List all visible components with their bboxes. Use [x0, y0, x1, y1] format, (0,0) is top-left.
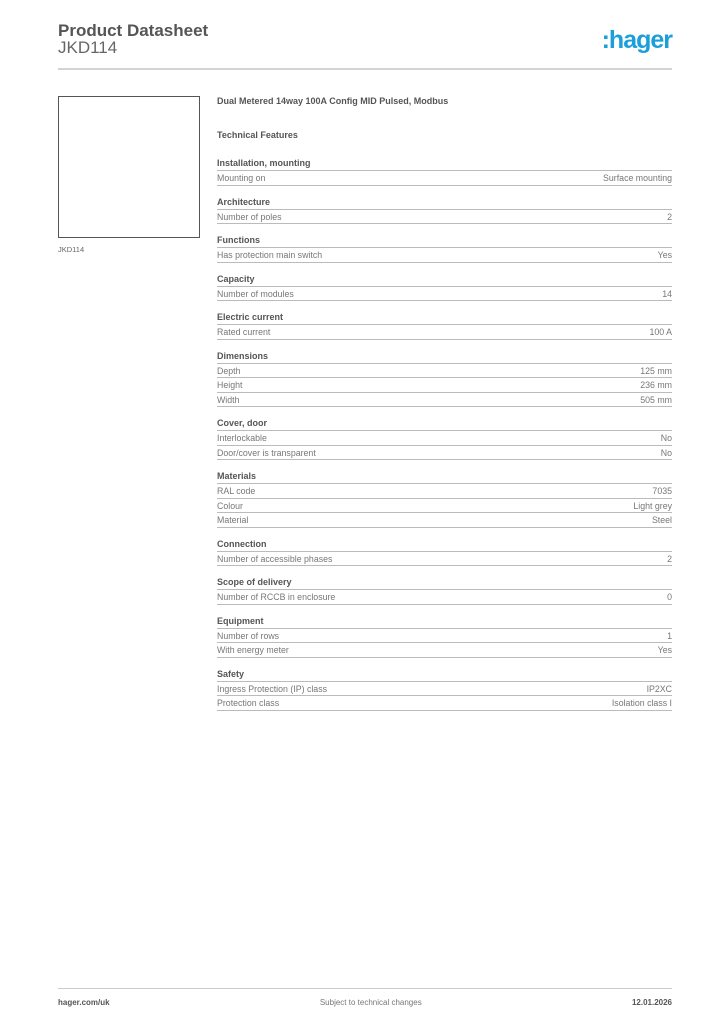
- header-divider: [58, 68, 672, 70]
- main-content: [217, 96, 672, 721]
- feature-value: 505 mm: [640, 394, 672, 405]
- section-heading: Materials: [217, 470, 672, 484]
- section-heading: Architecture: [217, 196, 672, 210]
- feature-row: [217, 287, 672, 302]
- feature-label: Has protection main switch: [217, 250, 323, 260]
- product-image: [58, 96, 200, 238]
- feature-value: Surface mounting: [603, 173, 672, 183]
- feature-value: 236 mm: [640, 380, 672, 390]
- feature-value: 2: [667, 553, 672, 564]
- feature-label: Number of modules: [217, 288, 294, 299]
- feature-value: Yes: [657, 250, 672, 260]
- feature-label: Door/cover is transparent: [217, 447, 316, 458]
- section-heading: Equipment: [217, 615, 672, 629]
- footer: [58, 988, 672, 1007]
- feature-section: [217, 615, 672, 658]
- page-title: Product Datasheet: [58, 21, 209, 40]
- feature-section: [217, 576, 672, 605]
- feature-row: [217, 682, 672, 697]
- section-heading: Safety: [217, 668, 672, 682]
- feature-row: [217, 431, 672, 446]
- feature-label: Number of RCCB in enclosure: [217, 592, 336, 602]
- feature-section: [217, 668, 672, 711]
- footer-website[interactable]: hager.com/uk: [58, 998, 110, 1007]
- feature-label: Interlockable: [217, 433, 267, 443]
- feature-value: 100 A: [649, 327, 672, 337]
- section-heading: Connection: [217, 538, 672, 552]
- feature-row: [217, 210, 672, 225]
- feature-label: Protection class: [217, 698, 280, 708]
- feature-row: [217, 364, 672, 379]
- feature-label: Rated current: [217, 327, 271, 337]
- feature-label: RAL code: [217, 486, 256, 496]
- section-heading: Scope of delivery: [217, 576, 672, 590]
- feature-label: Depth: [217, 365, 241, 376]
- feature-value: IP2XC: [646, 683, 672, 694]
- feature-section: [217, 417, 672, 460]
- section-heading: Electric current: [217, 311, 672, 325]
- feature-section: [217, 470, 672, 528]
- feature-value: 125 mm: [640, 365, 672, 376]
- feature-row: [217, 629, 672, 644]
- feature-label: Height: [217, 380, 243, 390]
- feature-row: [217, 325, 672, 340]
- feature-label: Ingress Protection (IP) class: [217, 683, 327, 694]
- feature-value: 0: [667, 592, 672, 602]
- footer-notice: Subject to technical changes: [319, 998, 422, 1007]
- feature-value: 7035: [652, 486, 672, 496]
- feature-section: [217, 311, 672, 340]
- feature-value: Yes: [657, 645, 672, 655]
- product-code: JKD114: [58, 38, 118, 57]
- feature-label: With energy meter: [217, 645, 289, 655]
- feature-row: [217, 171, 672, 186]
- feature-row: [217, 499, 672, 514]
- feature-row: [217, 484, 672, 499]
- feature-label: Number of poles: [217, 211, 282, 222]
- section-heading: Installation, mounting: [217, 157, 672, 171]
- hager-logo: :hager: [601, 26, 672, 54]
- feature-value: No: [660, 433, 672, 443]
- feature-row: [217, 513, 672, 528]
- feature-section: [217, 157, 672, 186]
- feature-row: [217, 552, 672, 567]
- feature-label: Material: [217, 515, 249, 525]
- feature-section: [217, 273, 672, 302]
- feature-value: 1: [667, 630, 672, 641]
- feature-value: No: [660, 447, 672, 458]
- features-title: Technical Features: [217, 130, 298, 140]
- feature-section: [217, 196, 672, 225]
- feature-sections: [217, 157, 672, 711]
- feature-row: [217, 643, 672, 658]
- feature-label: Width: [217, 394, 240, 405]
- product-description: Dual Metered 14way 100A Config MID Pulsed, Modbus: [217, 96, 449, 106]
- feature-row: [217, 248, 672, 263]
- feature-value: 14: [662, 288, 672, 299]
- section-heading: Cover, door: [217, 417, 672, 431]
- section-heading: Capacity: [217, 273, 672, 287]
- feature-section: [217, 538, 672, 567]
- feature-value: Isolation class I: [611, 698, 672, 708]
- section-heading: Functions: [217, 234, 672, 248]
- feature-value: Steel: [651, 515, 672, 525]
- feature-row: [217, 393, 672, 408]
- feature-row: [217, 696, 672, 711]
- feature-label: Number of rows: [217, 630, 280, 641]
- feature-section: [217, 350, 672, 408]
- feature-row: [217, 590, 672, 605]
- section-heading: Dimensions: [217, 350, 672, 364]
- image-caption: JKD114: [58, 245, 85, 254]
- feature-row: [217, 446, 672, 461]
- feature-label: Number of accessible phases: [217, 553, 333, 564]
- footer-date: 12.01.2026: [631, 998, 672, 1007]
- feature-value: Light grey: [633, 500, 672, 511]
- feature-label: Colour: [217, 500, 243, 511]
- feature-section: [217, 234, 672, 263]
- feature-value: 2: [667, 211, 672, 222]
- feature-label: Mounting on: [217, 173, 266, 183]
- feature-row: [217, 378, 672, 393]
